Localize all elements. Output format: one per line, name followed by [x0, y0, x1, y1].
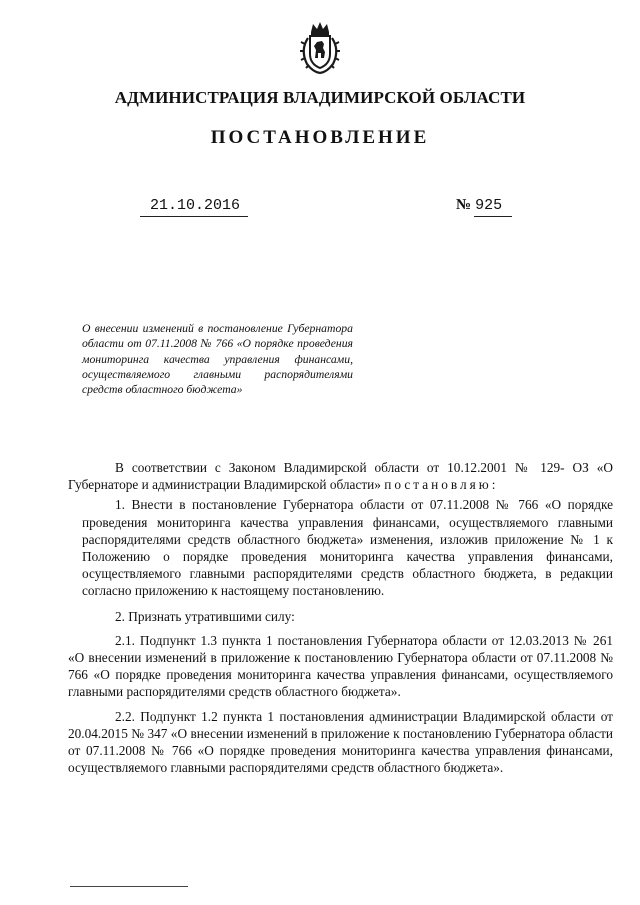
resolve-word: постановляю — [384, 477, 492, 493]
number-sign: № — [456, 197, 472, 213]
document-date: 21.10.2016 — [150, 197, 241, 214]
item-2-1-paragraph: 2.1. Подпункт 1.3 пункта 1 постановления Губернатора области от 12.03.2013 № 261 «О внесении изменений в приложение к постановлению Губернатора области от 07.11.2008 № 766 «О порядке проведения мониторинга качества управления финансами, осуществляемого главными распорядителями средств областного бюджета». — [68, 632, 613, 700]
item-2-2-paragraph: 2.2. Подпункт 1.2 пункта 1 постановления администрации Владимирской области от 20.04.2015 № 347 «О внесении изменений в приложение к постановлению Губернатора области от 07.11.2008 № 766 «О порядке проведения мониторинга качества управления финансами, осуществляемого главными распорядителями средств областного бюджета». — [68, 708, 613, 776]
number-underline — [474, 216, 512, 217]
date-underline — [140, 216, 248, 217]
coat-of-arms-icon — [297, 20, 343, 76]
organization-title: АДМИНИСТРАЦИЯ ВЛАДИМИРСКОЙ ОБЛАСТИ — [114, 88, 526, 107]
resolve-suffix: : — [491, 477, 496, 493]
item-1-paragraph: 1. Внести в постановление Губернатора области от 07.11.2008 № 766 «О порядке проведения мониторинга качества управления финансами, осуществляемого главными распорядителями средств областного бюджета» изменения, изложив приложение № 1 к Положению о порядке проведения мониторинга качества управления финансами, осуществляемого главными распорядителями средств областного бюджета, в редакции согласно приложению к настоящему постановлению. — [82, 497, 613, 599]
preamble-text: В соответствии с Законом Владимирской области от 10.12.2001 № 129- ОЗ «О Губернаторе и администрации Владимирской области» — [68, 460, 613, 493]
document-type-heading: ПОСТАНОВЛЕНИЕ — [210, 127, 430, 148]
preamble-paragraph — [68, 459, 613, 493]
item-2-paragraph: 2. Признать утратившими силу: — [115, 608, 295, 624]
document-number — [456, 197, 502, 214]
document-subject: О внесении изменений в постановление Губернатора области от 07.11.2008 № 766 «О порядке проведения мониторинга качества управления финансами, осуществляемого главными распорядителями средств областного бюджета» — [82, 322, 353, 397]
document-body — [68, 459, 613, 776]
number-value: 925 — [475, 197, 503, 214]
footer-divider — [70, 886, 188, 887]
